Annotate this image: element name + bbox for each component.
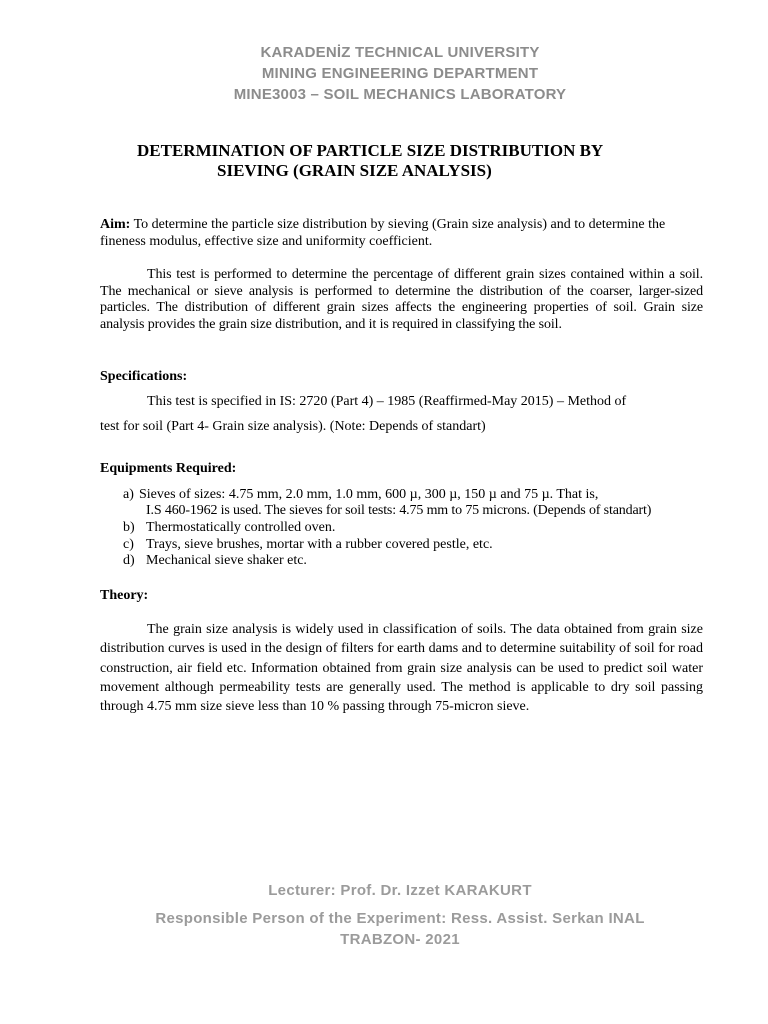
intro-paragraph: This test is performed to determine the percentage of different grain sizes contained within a soil. The mechanical or sieve analysis is performed to determine the distribution of the coarser, larger-sized particles. The distribution of different grain sizes affects the engineering properties of soil. Grain size analysis provides the grain size distribution, and it is required in classifying the soil. <box>100 267 703 332</box>
document-title-line-2: SIEVING (GRAIN SIZE ANALYSIS) <box>217 161 492 180</box>
document-title-line-1: DETERMINATION OF PARTICLE SIZE DISTRIBUTION BY <box>137 141 604 160</box>
equipment-heading: Equipments Required: <box>100 461 237 476</box>
equipment-marker: a) <box>123 487 134 502</box>
responsible-person-line: Responsible Person of the Experiment: Ress. Assist. Serkan INAL <box>155 910 645 927</box>
course-name: MINE3003 – SOIL MECHANICS LABORATORY <box>233 86 567 103</box>
specifications-line-2: test for soil (Part 4- Grain size analysis). (Note: Depends of standart) <box>100 419 486 434</box>
specifications-line-1: This test is specified in IS: 2720 (Part 4) – 1985 (Reaffirmed-May 2015) – Method of <box>147 394 627 409</box>
equipment-text: Mechanical sieve shaker etc. <box>146 553 307 568</box>
specifications-heading: Specifications: <box>100 369 188 384</box>
theory-heading: Theory: <box>100 588 149 603</box>
aim-label: Aim: <box>100 217 131 232</box>
university-name: KARADENİZ TECHNICAL UNIVERSITY <box>260 44 540 61</box>
place-year-line: TRABZON- 2021 <box>340 931 460 948</box>
equipment-marker: b) <box>123 520 135 535</box>
equipment-text: Thermostatically controlled oven. <box>146 520 336 535</box>
equipment-marker: d) <box>123 553 135 568</box>
department-name: MINING ENGINEERING DEPARTMENT <box>261 65 539 82</box>
lecturer-line: Lecturer: Prof. Dr. Izzet KARAKURT <box>268 882 532 899</box>
equipment-marker: c) <box>123 537 134 552</box>
theory-paragraph: The grain size analysis is widely used in classification of soils. The data obtained from grain size distribution curves is used in the design of filters for earth dams and to determine suitability of soil for road construction, air field etc. Information obtained from grain size analysis can be used to predict soil water movement although permeability tests are generally used. The method is applicable to dry soil passing through 4.75 mm size sieve less than 10 % passing through 75-micron sieve. <box>100 622 703 715</box>
equipment-text: Trays, sieve brushes, mortar with a rubber covered pestle, etc. <box>146 537 493 552</box>
equipment-text-continued: I.S 460-1962 is used. The sieves for soil tests: 4.75 mm to 75 microns. (Depends of standart) <box>146 503 652 518</box>
aim-text: To determine the particle size distribution by sieving (Grain size analysis) and to determine the fineness modulus, effective size and uniformity coefficient. <box>100 217 666 249</box>
aim-paragraph <box>100 217 703 250</box>
equipment-text: Sieves of sizes: 4.75 mm, 2.0 mm, 1.0 mm, 600 µ, 300 µ, 150 µ and 75 µ. That is, <box>139 487 599 502</box>
